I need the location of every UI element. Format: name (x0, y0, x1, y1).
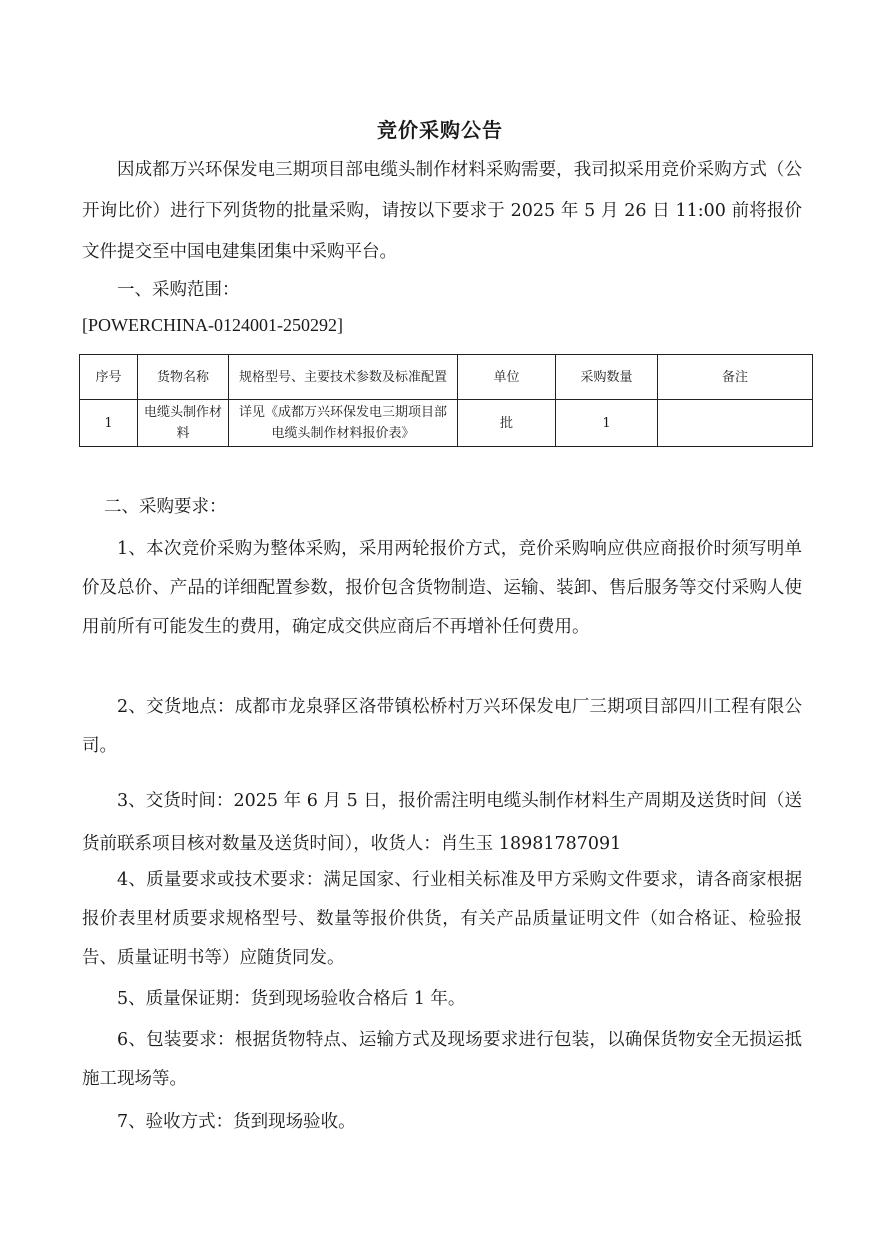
cell-unit: 批 (458, 400, 556, 447)
header-specification: 规格型号、主要技术参数及标准配置 (229, 355, 458, 400)
requirement-3: 3、交货时间：2025 年 6 月 5 日，报价需注明电缆头制作材料生产周期及送货时间（送货前联系项目核对数量及送货时间），收货人：肖生玉 18981787091 (82, 791, 802, 854)
header-quantity: 采购数量 (556, 355, 658, 400)
requirement-5: 5、质量保证期：货到现场验收合格后 1 年。 (117, 989, 466, 1009)
section1-heading: 一、采购范围： (117, 280, 240, 300)
cell-goods-name: 电缆头制作材料 (138, 400, 229, 447)
procurement-table (79, 354, 813, 447)
intro-paragraph: 因成都万兴环保发电三期项目部电缆头制作材料采购需要，我司拟采用竞价采购方式（公开询比价）进行下列货物的批量采购，请按以下要求于 2025 年 5 月 26 日 11:00 前将报价文件提交至中国电建集团集中采购平台。 (82, 160, 802, 262)
document-title: 竞价采购公告 (377, 118, 503, 142)
cell-index: 1 (80, 400, 138, 447)
cell-specification: 详见《成都万兴环保发电三期项目部电缆头制作材料报价表》 (229, 400, 458, 447)
requirement-6: 6、包装要求：根据货物特点、运输方式及现场要求进行包装，以确保货物安全无损运抵施工现场等。 (82, 1030, 802, 1089)
header-unit: 单位 (458, 355, 556, 400)
table-header-row (80, 355, 813, 400)
table-row (80, 400, 813, 447)
header-index: 序号 (80, 355, 138, 400)
cell-quantity: 1 (556, 400, 658, 447)
header-goods-name: 货物名称 (138, 355, 229, 400)
requirement-2: 2、交货地点：成都市龙泉驿区洛带镇松桥村万兴环保发电厂三期项目部四川工程有限公司。 (82, 697, 802, 756)
cell-remarks (658, 400, 813, 447)
requirement-4: 4、质量要求或技术要求：满足国家、行业相关标准及甲方采购文件要求，请各商家根据报价表里材质要求规格型号、数量等报价供货，有关产品质量证明文件（如合格证、检验报告、质量证明书等）应随货同发。 (82, 870, 802, 968)
header-remarks: 备注 (658, 355, 813, 400)
reference-code: [POWERCHINA-0124001-250292] (82, 315, 343, 335)
requirement-1: 1、本次竞价采购为整体采购，采用两轮报价方式，竞价采购响应供应商报价时须写明单价及总价、产品的详细配置参数，报价包含货物制造、运输、装卸、售后服务等交付采购人使用前所有可能发生的费用，确定成交供应商后不再增补任何费用。 (82, 539, 802, 637)
section2-heading: 二、采购要求： (104, 497, 227, 517)
requirement-7: 7、验收方式：货到现场验收。 (117, 1112, 356, 1132)
